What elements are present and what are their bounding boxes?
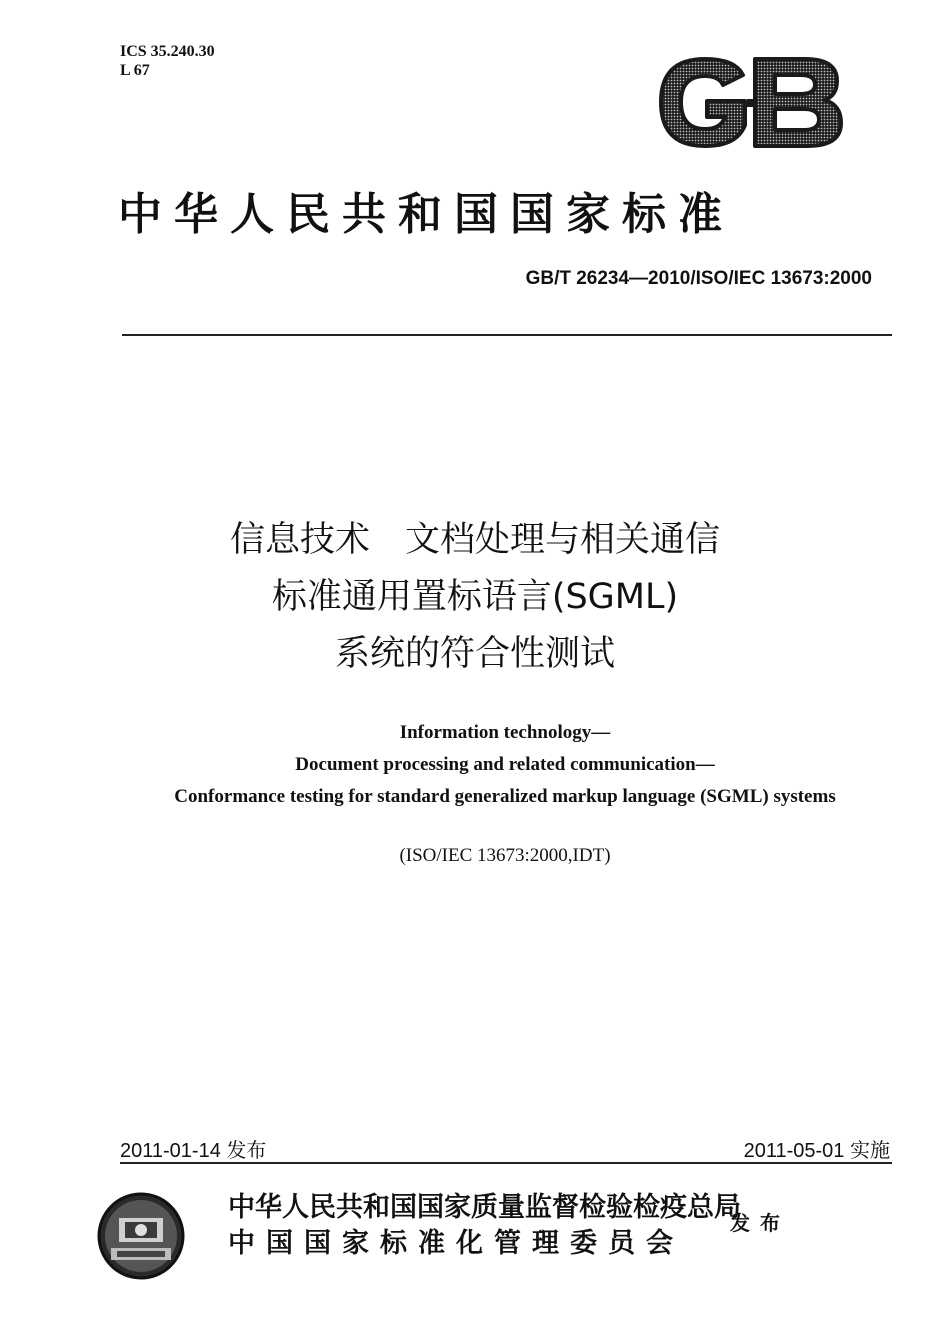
document-title-en xyxy=(0,717,950,813)
standard-number: GB/T 26234—2010/ISO/IEC 13673:2000 xyxy=(525,268,872,289)
official-seal-icon xyxy=(97,1192,185,1280)
adoption-statement: (ISO/IEC 13673:2000,IDT) xyxy=(399,845,611,866)
title-en-line3: Conformance testing for standard generalized markup language (SGML) systems xyxy=(174,786,836,807)
ics-code: ICS 35.240.30 xyxy=(120,43,215,60)
classification-codes xyxy=(120,42,215,80)
title-en-line2: Document processing and related communication— xyxy=(295,754,715,775)
issuer-aqsiq: 中华人民共和国国家质量监督检验检疫总局 xyxy=(228,1192,741,1223)
issue-date: 2011-01-14 发布 xyxy=(120,1140,267,1162)
implementation-date: 2011-05-01 实施 xyxy=(743,1140,890,1162)
title-en-line1: Information technology— xyxy=(399,722,611,743)
footer-divider xyxy=(120,1162,892,1164)
ccs-code: L 67 xyxy=(120,62,150,79)
issuing-organizations xyxy=(228,1190,741,1262)
title-cn-line1: 信息技术 文档处理与相关通信 xyxy=(229,520,720,560)
title-cn-line3: 系统的符合性测试 xyxy=(334,634,615,674)
issuer-sac: 中国国家标准化管理委员会 xyxy=(228,1228,684,1259)
gb-logo xyxy=(655,55,845,150)
publish-label: 发布 xyxy=(730,1211,790,1235)
title-cn-line2: 标准通用置标语言(SGML) xyxy=(271,577,679,617)
header-divider xyxy=(122,334,892,336)
document-title-cn xyxy=(0,512,950,683)
national-standard-title: 中华人民共和国国家标准 xyxy=(118,189,734,240)
